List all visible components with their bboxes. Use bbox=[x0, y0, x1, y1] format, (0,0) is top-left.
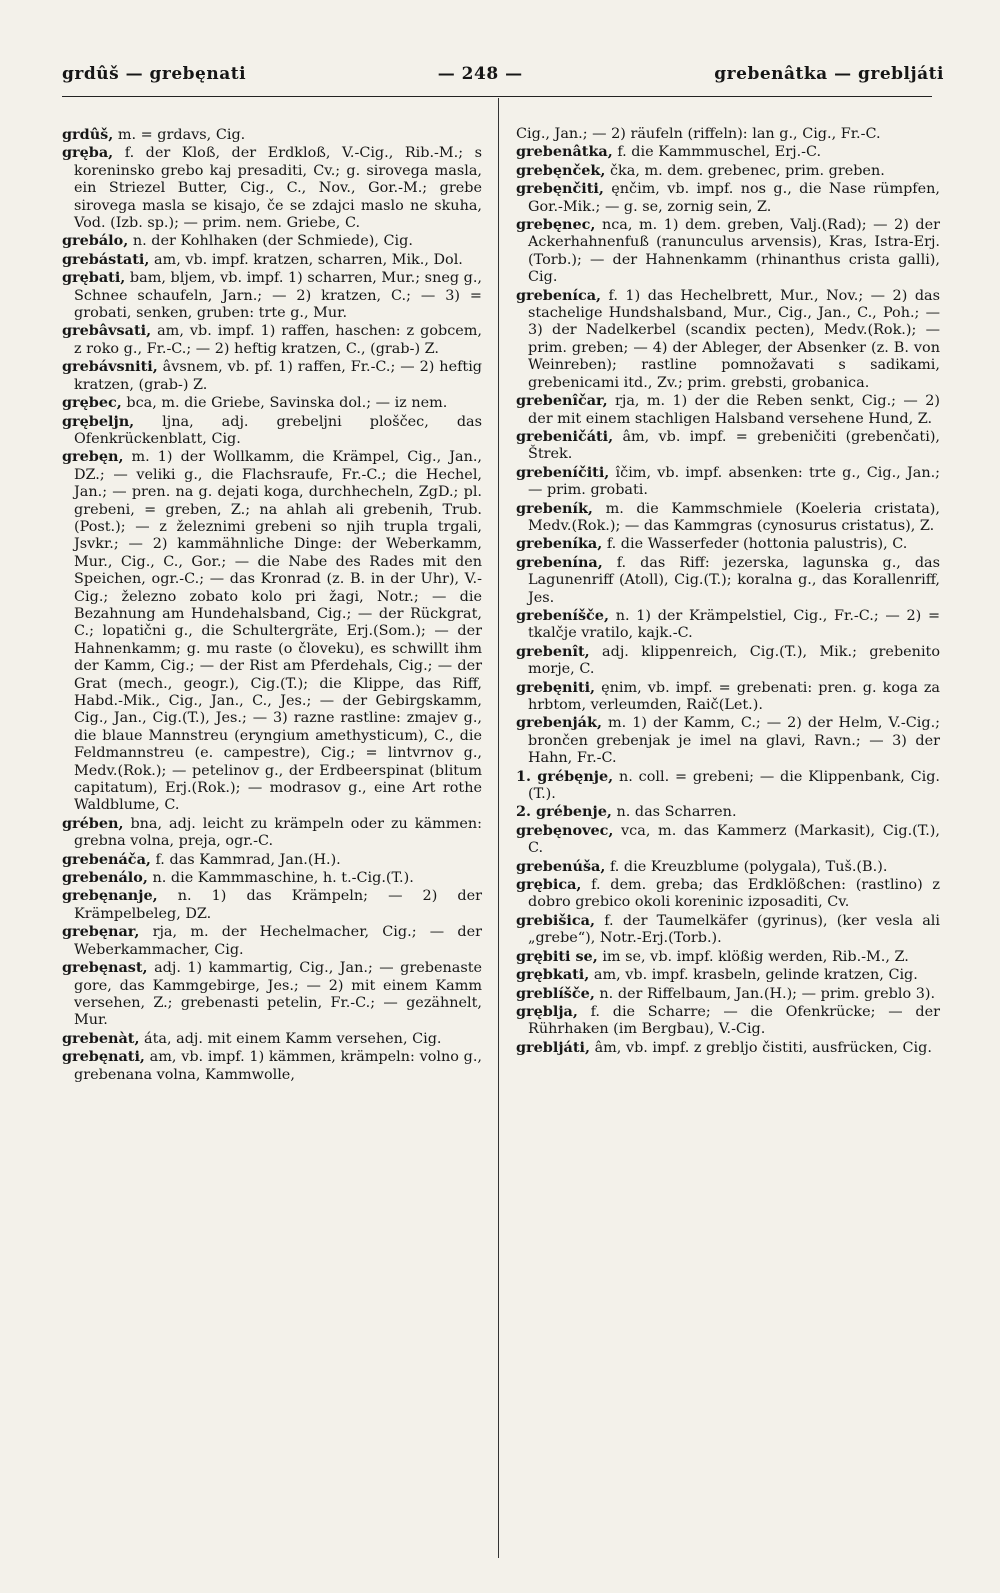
entry-headword: grebenálo, bbox=[62, 869, 148, 887]
entry-definition: bna, adj. leicht zu krämpeln oder zu kämmen: grebna volna, preja, ogr.-C. bbox=[74, 815, 482, 850]
dictionary-entry bbox=[516, 1003, 940, 1039]
dictionary-entry bbox=[62, 851, 482, 869]
entry-headword: grebenîčar, bbox=[516, 392, 608, 410]
dictionary-entry bbox=[62, 251, 482, 269]
entry-headword: grebenâtka, bbox=[516, 143, 613, 161]
entry-headword: grębkati, bbox=[516, 966, 590, 984]
dictionary-entry bbox=[62, 887, 482, 923]
dictionary-entry bbox=[516, 500, 940, 536]
dictionary-entry bbox=[62, 144, 482, 232]
entry-headword: greblíšče, bbox=[516, 984, 595, 1002]
entry-definition: m. die Kammschmiele (Koeleria cristata), Medv.(Rok.); — das Kammgras (cynosurus cristatus), Z. bbox=[528, 500, 940, 534]
right-column bbox=[516, 126, 940, 1057]
entry-definition: f. der Kloß, der Erdkloß, V.-Cig., Rib.-M.; s koreninsko grebo kaj presaditi, Cv.; g. sirovega masla, ein Striezel Butter, Cig., C., Nov., Gor.-M.; grebe sirovega masla se kisajo, če se zdajci maslo ne skuha, Vod. (Izb. sp.); — prim. nem. Griebe, C. bbox=[74, 145, 483, 232]
entry-definition: am, vb. impf. krasbeln, gelinde kratzen, Cig. bbox=[593, 967, 918, 984]
entry-definition: ęnim, vb. impf. = grebenati: pren. g. koga za hrbtom, verleumden, Raič(Let.). bbox=[528, 679, 941, 713]
page-number: — 248 — bbox=[437, 64, 523, 84]
entry-definition: am, vb. impf. 1) kämmen, krämpeln: volno g., grebenana volna, Kammwolle, bbox=[74, 1049, 483, 1083]
entry-definition: f. dem. greba; das Erdklößchen: (rastlino) z dobro grebico okoli koreninic izposaditi, Cv. bbox=[528, 877, 941, 911]
dictionary-entry bbox=[62, 126, 482, 144]
entry-definition: rja, m. 1) der die Reben senkt, Cig.; — 2) der mit einem stachligen Halsband versehene Hund, Z. bbox=[528, 393, 940, 427]
entry-headword: grebljáti, bbox=[516, 1038, 590, 1056]
dictionary-entry bbox=[516, 966, 940, 984]
entry-definition: n. der Riffelbaum, Jan.(H.); — prim. greblo 3). bbox=[599, 985, 936, 1002]
entry-headword: grebeníka, bbox=[516, 535, 603, 553]
entry-definition: n. 1) das Krämpeln; — 2) der Krämpelbeleg, DZ. bbox=[74, 888, 482, 922]
dictionary-entry bbox=[516, 607, 940, 643]
entry-definition: áta, adj. mit einem Kamm versehen, Cig. bbox=[144, 1030, 442, 1047]
entry-definition: am, vb. impf. 1) raffen, haschen: z gobcem, z roko g., Fr.-C.; — 2) heftig kratzen, C., (grab-) Z. bbox=[74, 323, 482, 357]
entry-definition: m. 1) der Wollkamm, die Krämpel, Cig., Jan., DZ.; — veliki g., die Flachsraufe, Fr.-C.; die Hechel, Jan.; — pren. na g. dejati koga, durchhecheln, ZgD.; pl. grebeni, = greben, Z.; na ahlah ali grebenih, Trub.(Post.); — z železnimi grebeni so njih trupla trgali, Jsvkr.; — 2) kammähnliche Dinge: der Weberkamm, Mur., Cig., C., Gor.; — die Nabe des Rades mit den Speichen, ogr.-C.; — das Kronrad (z. B. in der Uhr), V.-Cig.; železno zobato kolo pri žagi, Notr.; — die Bezahnung am Hundehalsband, Cig.; — der Rückgrat, C.; lopatični g., die Schultergräte, Erj.(Som.); — der Hahnenkamm; g. mu raste (o človeku), es schwillt ihm der Kamm, Cig.; — der Rist am Pferdehals, Cig.; — der Grat (mech., geogr.), Cig.(T.); die Klippe, das Riff, Habd.-Mik., Cig., Jan., C., Jes.; — der Gebirgskamm, Cig., Jan., Cig.(T.), Jes.; — 3) razne rastline: zmajev g., die blaue Mannstreu (eryngium amethysticum), C., die Feldmannstreu (e. campestre), Cig.; = lintvrnov g., Medv.(Rok.); — petelinov g., der Erdbeerspinat (blitum capitatum), Erj.(Rok.); — modrasov g., eine Art rothe Waldblume, C. bbox=[74, 449, 482, 814]
dictionary-entry bbox=[62, 413, 482, 449]
dictionary-entry bbox=[62, 358, 482, 394]
left-column bbox=[62, 126, 482, 1084]
dictionary-entry bbox=[516, 162, 940, 180]
entry-definition: vca, m. das Kammerz (Markasit), Cig.(T.), C. bbox=[528, 822, 941, 857]
header-left-range: grdûš — grebęnati bbox=[62, 64, 247, 84]
entry-definition: n. das Scharren. bbox=[616, 804, 737, 821]
entry-headword: grebęnar, bbox=[62, 923, 140, 941]
dictionary-entry bbox=[62, 322, 482, 358]
entry-definition: n. 1) der Krämpelstiel, Cig., Fr.-C.; — 2) = tkalčje vratilo, kajk.-C. bbox=[528, 607, 940, 642]
entry-headword: grebenît, bbox=[516, 642, 590, 660]
dictionary-entry bbox=[516, 768, 940, 804]
entry-definition: adj. klippenreich, Cig.(T.), Mik.; grebenito morje, C. bbox=[528, 643, 940, 678]
entry-headword: grebišica, bbox=[516, 911, 595, 929]
entry-definition: n. coll. = grebeni; — die Klippenbank, Cig.(T.). bbox=[528, 768, 940, 803]
dictionary-entry bbox=[516, 287, 940, 392]
entry-headword: 2. grébenje, bbox=[516, 803, 612, 821]
entry-definition: f. der Taumelkäfer (gyrinus), (ker vesla ali „grebe“), Notr.-Erj.(Torb.). bbox=[528, 912, 940, 947]
entry-headword: grebęnati, bbox=[62, 1048, 145, 1066]
entry-definition: f. 1) das Hechelbrett, Mur., Nov.; — 2) das stachelige Hundshalsband, Mur., Cig., Jan., C., Poh.; — 3) der Nadelkerbel (scandix pecten), Medv.(Rok.); — prim. greben; — 4) der Ableger, der Absenker (z. B. von Weinreben); rastline pomnožavati s sadikami, grebenicami itd., Zv.; prim. grebsti, grobanica. bbox=[528, 287, 940, 391]
entry-headword: gręblja, bbox=[516, 1002, 578, 1020]
entry-definition: Cig., Jan.; — 2) räufeln (riffeln): lan g., Cig., Fr.-C. bbox=[516, 126, 881, 142]
entry-definition: m. 1) der Kamm, C.; — 2) der Helm, V.-Cig.; brončen grebenjak je imel na glavi, Ravn.; — 3) der Hahn, Fr.-C. bbox=[528, 715, 940, 767]
dictionary-entry bbox=[62, 1030, 482, 1048]
entry-definition: n. der Kohlhaken (der Schmiede), Cig. bbox=[132, 233, 413, 250]
dictionary-entry bbox=[516, 912, 940, 948]
dictionary-entry bbox=[516, 554, 940, 607]
entry-headword: grębica, bbox=[516, 876, 582, 894]
dictionary-entry bbox=[62, 923, 482, 959]
entry-definition: rja, m. der Hechelmacher, Cig.; — der Weberkammacher, Cig. bbox=[74, 924, 482, 958]
entry-headword: grebenják, bbox=[516, 714, 602, 732]
dictionary-entry bbox=[516, 876, 940, 912]
entry-headword: grebęnast, bbox=[62, 959, 148, 977]
entry-headword: grebeničáti, bbox=[516, 427, 614, 445]
entry-headword: grebeníčiti, bbox=[516, 463, 610, 481]
entry-headword: grebálo, bbox=[62, 232, 129, 250]
entry-definition: f. das Kammrad, Jan.(H.). bbox=[155, 851, 341, 868]
entry-definition: f. die Kammmuschel, Erj.-C. bbox=[617, 144, 822, 161]
entry-definition: adj. 1) kammartig, Cig., Jan.; — grebenaste gore, das Kammgebirge, Jes.; — 2) mit einem Kamm versehen, Z.; grebenasti petelin, Fr.-C.; — gezähnelt, Mur. bbox=[74, 960, 482, 1029]
entry-definition: îčim, vb. impf. absenken: trte g., Cig., Jan.; — prim. grobati. bbox=[528, 464, 941, 499]
header-rule bbox=[62, 96, 932, 97]
dictionary-entry bbox=[62, 815, 482, 851]
entry-headword: grębec, bbox=[62, 394, 122, 412]
dictionary-entry bbox=[516, 858, 940, 876]
entry-headword: grebeníšče, bbox=[516, 606, 609, 624]
dictionary-entry bbox=[516, 464, 940, 500]
dictionary-entry bbox=[62, 269, 482, 322]
entry-definition: âm, vb. impf. = grebeničiti (grebenčati), Štrek. bbox=[528, 428, 941, 463]
entry-headword: grebenína, bbox=[516, 553, 603, 571]
entry-definition: ęnčim, vb. impf. nos g., die Nase rümpfen, Gor.-Mik.; — g. se, zornig sein, Z. bbox=[528, 181, 940, 215]
dictionary-entry bbox=[62, 869, 482, 887]
entry-definition: nca, m. 1) dem. greben, Valj.(Rad); — 2) der Ackerhahnenfuß (ranunculus arvensis), Kras, Istra-Erj.(Torb.); — der Hahnenkamm (rhinanthus crista galli), Cig. bbox=[528, 217, 940, 286]
dictionary-entry bbox=[516, 948, 940, 966]
entry-headword: grebeníca, bbox=[516, 286, 602, 304]
entry-headword: grebęn, bbox=[62, 448, 124, 466]
entry-definition: bam, bljem, vb. impf. 1) scharren, Mur.; sneg g., Schnee schaufeln, Jarn.; — 2) kratzen, C.; — 3) = grobati, senken, gruben: trte g., Mur. bbox=[74, 270, 483, 322]
entry-definition: čka, m. dem. grebenec, prim. greben. bbox=[609, 162, 885, 179]
entry-headword: grebęnovec, bbox=[516, 821, 614, 839]
entry-headword: grębiti se, bbox=[516, 947, 598, 965]
entry-definition: n. die Kammmaschine, h. t.-Cig.(T.). bbox=[152, 870, 414, 887]
dictionary-entry bbox=[62, 232, 482, 250]
entry-definition: f. die Kreuzblume (polygala), Tuš.(B.). bbox=[609, 858, 888, 875]
dictionary-entry bbox=[516, 143, 940, 161]
dictionary-entry bbox=[516, 985, 940, 1003]
entry-definition: m. = grdavs, Cig. bbox=[117, 127, 246, 143]
entry-headword: grebęnčiti, bbox=[516, 180, 604, 198]
dictionary-entry bbox=[516, 643, 940, 679]
entry-headword: grebenúša, bbox=[516, 857, 606, 875]
dictionary-entry bbox=[516, 803, 940, 821]
entry-definition: bca, m. die Griebe, Savinska dol.; — iz nem. bbox=[126, 395, 448, 412]
page-header bbox=[62, 52, 944, 96]
dictionary-entry bbox=[516, 180, 940, 216]
entry-headword: grebęnec, bbox=[516, 216, 596, 234]
entry-headword: grebástati, bbox=[62, 250, 150, 268]
entry-headword: grębati, bbox=[62, 269, 126, 287]
dictionary-entry bbox=[516, 679, 940, 715]
entry-headword: grdûš, bbox=[62, 126, 114, 143]
entry-definition: âvsnem, vb. pf. 1) raffen, Fr.-C.; — 2) heftig kratzen, (grab-) Z. bbox=[74, 359, 483, 393]
entry-headword: grebenàt, bbox=[62, 1029, 140, 1047]
dictionary-page bbox=[62, 52, 944, 1562]
entry-definition: im se, vb. impf. klößig werden, Rib.-M., Z. bbox=[602, 948, 909, 965]
entry-definition: âm, vb. impf. z grebljo čistiti, ausfrücken, Cig. bbox=[594, 1039, 932, 1056]
dictionary-entry bbox=[62, 1048, 482, 1084]
entry-headword: grebávsniti, bbox=[62, 358, 158, 376]
entry-definition: ljna, adj. grebeljni ploščec, das Ofenkrückenblatt, Cig. bbox=[74, 413, 482, 447]
dictionary-entry bbox=[516, 822, 940, 858]
entry-definition: f. die Scharre; — die Ofenkrücke; — der Rührhaken (im Bergbau), V.-Cig. bbox=[528, 1003, 940, 1038]
dictionary-entry bbox=[516, 126, 940, 143]
entry-definition: f. das Riff: jezerska, lagunska g., das Lagunenriff (Atoll), Cig.(T.); koralna g., das Korallenriff, Jes. bbox=[528, 554, 941, 606]
dictionary-entry bbox=[516, 535, 940, 553]
dictionary-entry bbox=[62, 959, 482, 1030]
dictionary-entry bbox=[516, 216, 940, 287]
entry-headword: grebęniti, bbox=[516, 678, 596, 696]
dictionary-entry bbox=[62, 448, 482, 815]
dictionary-entry bbox=[62, 394, 482, 412]
entry-headword: grebenáča, bbox=[62, 850, 151, 868]
entry-headword: grebeník, bbox=[516, 499, 593, 517]
entry-headword: gręba, bbox=[62, 144, 114, 162]
header-right-range: grebenâtka — grebljáti bbox=[714, 64, 944, 84]
entry-headword: grębeljn, bbox=[62, 412, 135, 430]
column-divider bbox=[498, 98, 499, 1558]
entry-headword: grebęnček, bbox=[516, 161, 606, 179]
entry-headword: grebęnanje, bbox=[62, 887, 158, 905]
dictionary-entry bbox=[516, 392, 940, 428]
entry-headword: 1. grébęnje, bbox=[516, 767, 614, 785]
entry-definition: f. die Wasserfeder (hottonia palustris), C. bbox=[606, 536, 908, 553]
entry-definition: am, vb. impf. kratzen, scharren, Mik., Dol. bbox=[153, 251, 463, 268]
dictionary-entry bbox=[516, 1039, 940, 1057]
dictionary-entry bbox=[516, 428, 940, 464]
entry-headword: grében, bbox=[62, 814, 124, 832]
entry-headword: grebâvsati, bbox=[62, 322, 152, 340]
dictionary-entry bbox=[516, 714, 940, 767]
